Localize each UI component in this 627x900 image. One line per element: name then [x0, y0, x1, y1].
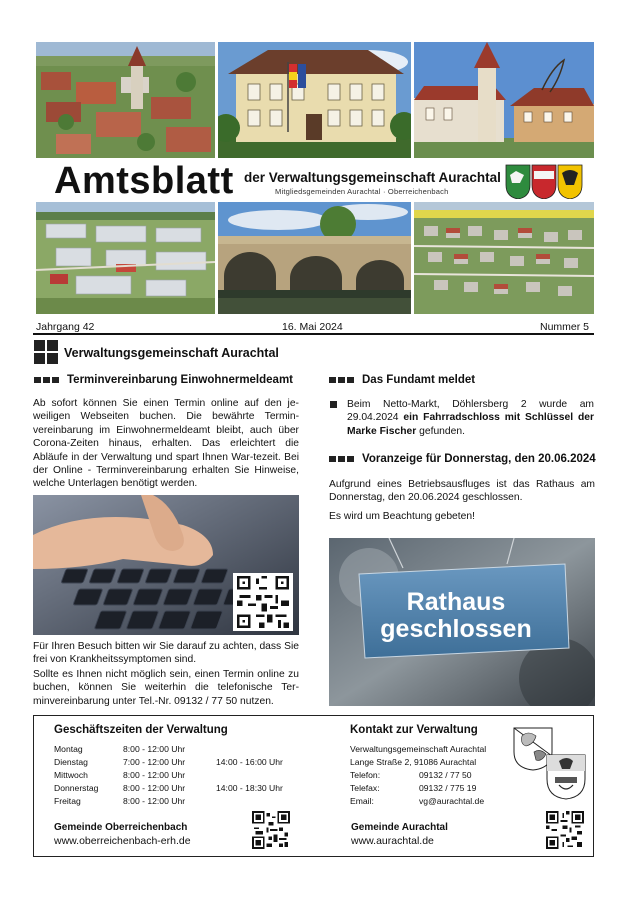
right-article2-para2: Es wird um Beachtung gebeten! [329, 511, 475, 522]
section-title: Verwaltungsgemeinschaft Aurachtal [64, 346, 279, 360]
left-article-para1: Ab sofort können Sie einen Termin online auf den je-weiligen Webseiten buchen. Die bewährte Termin-vereinbarung im Einwohnermeldeamt bleibt, auch über Corona-Zeiten hinaus, erhalten. Das erleichtert die Abläufe in der Verwaltung und spart Ihnen War-tezeit. Bei der Online - Terminvereinbarung erhalten Sie Hinweise, welche Unterlagen benötigt werden. [33, 398, 299, 490]
qr-code-icon[interactable] [546, 811, 584, 849]
hours-day-2: Mittwoch [54, 770, 88, 780]
hours-day-4: Freitag [54, 796, 81, 806]
section-grid-icon [34, 340, 58, 364]
fax-value: 09132 / 775 19 [419, 783, 477, 793]
left-article-para3: Sollte es Ihnen nicht möglich sein, einen Termin online zu buchen, können Sie weiterhin die telefonische Ter-minvereinbarung unter Tel.-Nr. 09132 / 77 50 nutzen. [33, 669, 299, 707]
qr-code-icon[interactable] [233, 573, 293, 631]
hours-heading: Geschäftszeiten der Verwaltung [54, 724, 228, 736]
masthead-subtitle: der Verwaltungsgemeinschaft Aurachtal [244, 170, 501, 185]
issue-number: Nummer 5 [540, 321, 590, 333]
muni2-url[interactable]: www.aurachtal.de [351, 835, 434, 847]
photo-town-hall [218, 42, 411, 158]
contact-address: Lange Straße 2, 91086 Aurachtal [350, 757, 477, 767]
masthead-title: Amtsblatt [54, 160, 234, 202]
left-article-heading [34, 374, 293, 386]
hours-day-1: Dienstag [54, 757, 88, 767]
muni1-url[interactable]: www.oberreichenbach-erh.de [54, 835, 191, 847]
right-article2-heading [329, 453, 596, 465]
found-item-entry [330, 398, 594, 438]
phone-label: Telefon: [350, 770, 381, 780]
muni1-name: Gemeinde Oberreichenbach [54, 822, 188, 833]
email-link[interactable]: vg@aurachtal.de [419, 796, 485, 806]
coat-of-arms-icon [545, 753, 587, 801]
photo-church [414, 42, 594, 158]
hours-morning-0: 8:00 - 12:00 Uhr [123, 744, 186, 754]
bullet-icon [330, 401, 337, 408]
sign-line1: Rathaus [406, 588, 506, 616]
heading-marker-icon [329, 456, 356, 462]
hours-day-0: Montag [54, 744, 83, 754]
fax-label: Telefax: [350, 783, 380, 793]
right-article1-heading [329, 374, 475, 386]
found-text-post: gefunden. [416, 425, 465, 437]
right-article2-heading-text: Voranzeige für Donnerstag, den 20.06.2024 [362, 453, 596, 465]
hours-morning-3: 8:00 - 12:00 Uhr [123, 783, 186, 793]
hours-morning-4: 8:00 - 12:00 Uhr [123, 796, 186, 806]
found-text-pre: Beim Netto-Markt, Döhlersberg 2 wurde am 29.04.2024 [347, 399, 594, 424]
photo-stone-bridge [218, 202, 411, 314]
contact-org: Verwaltungsgemeinschaft Aurachtal [350, 744, 487, 754]
hours-morning-1: 7:00 - 12:00 Uhr [123, 757, 186, 767]
right-article2-para1: Aufgrund eines Betriebsausfluges ist das Rathaus am Donnerstag, den 20.06.2024 geschlossen. [329, 479, 595, 504]
divider [33, 333, 594, 335]
issue-date: 16. Mai 2024 [282, 321, 343, 333]
masthead-members: Mitgliedsgemeinden Aurachtal · Oberreichenbach [275, 187, 449, 196]
hours-day-3: Donnerstag [54, 783, 99, 793]
heading-marker-icon [329, 377, 356, 383]
hours-afternoon-3: 14:00 - 18:30 Uhr [216, 783, 283, 793]
found-text-bold: ein Fahrradschloss mit Schlüssel der Marke Fischer [347, 412, 594, 437]
photo-village-aerial [36, 42, 215, 158]
hours-morning-2: 8:00 - 12:00 Uhr [123, 770, 186, 780]
heading-marker-icon [34, 377, 61, 383]
right-article1-heading-text: Das Fundamt meldet [362, 374, 476, 386]
hours-afternoon-1: 14:00 - 16:00 Uhr [216, 757, 283, 767]
photo-industrial-area [36, 202, 215, 314]
muni2-name: Gemeinde Aurachtal [351, 822, 448, 833]
coat-of-arms-icon [504, 163, 584, 199]
phone-value[interactable]: 09132 / 77 50 [419, 770, 472, 780]
photo-residential-aerial [414, 202, 594, 314]
email-label: Email: [350, 796, 374, 806]
left-article-heading-text: Terminvereinbarung Einwohnermeldeamt [67, 374, 294, 386]
issue-volume: Jahrgang 42 [36, 321, 95, 333]
qr-code-icon[interactable] [252, 811, 290, 849]
contact-heading: Kontakt zur Verwaltung [350, 724, 478, 736]
left-article-para2: Für Ihren Besuch bitten wir Sie darauf zu achten, dass Sie frei von Krankheitssymptomen sind. [33, 641, 299, 666]
sign-line2: geschlossen [380, 615, 532, 643]
